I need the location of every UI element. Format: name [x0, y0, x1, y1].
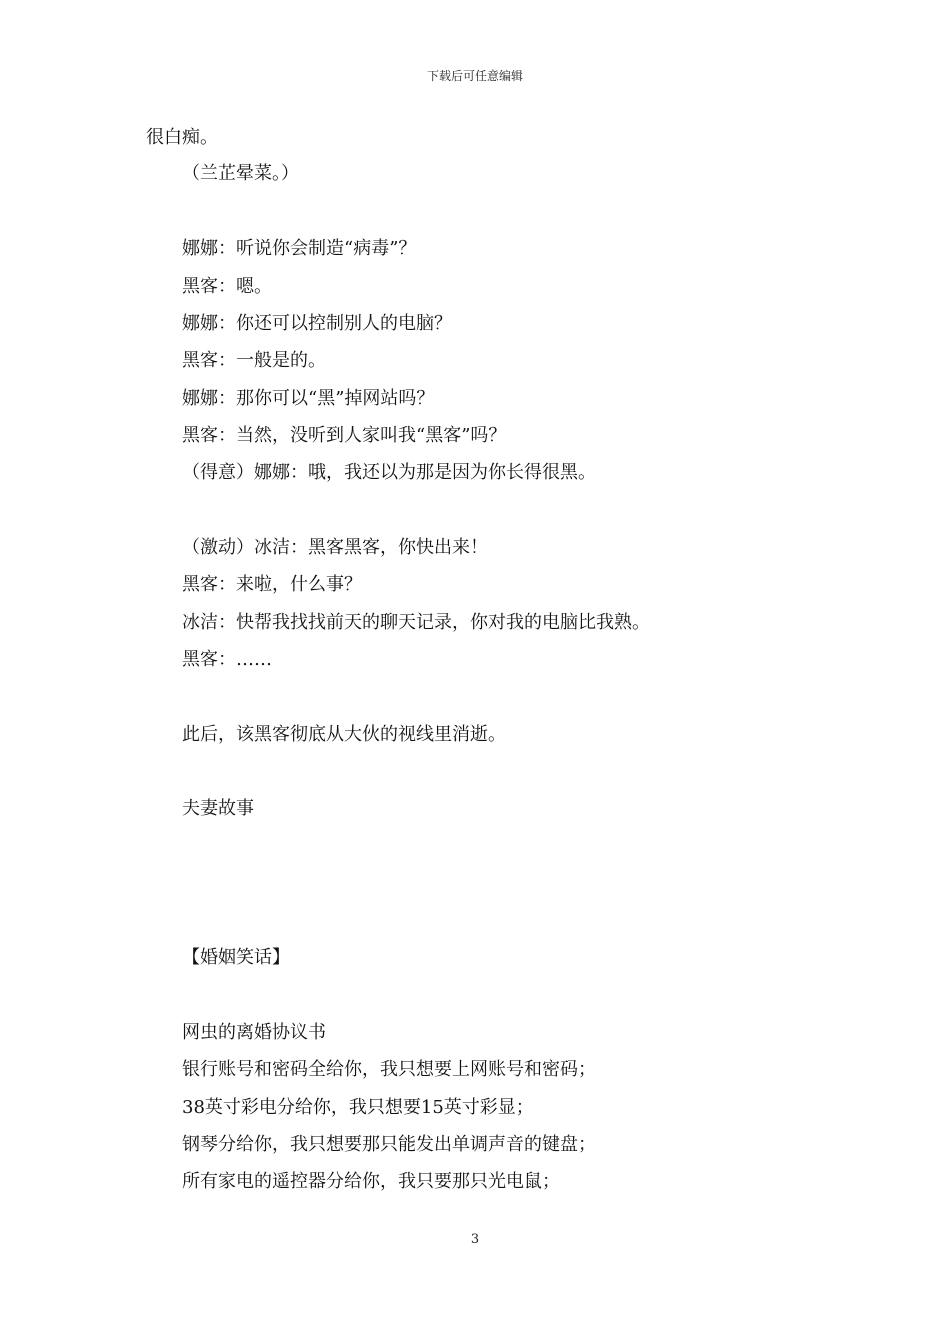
dialogue-line: 娜娜：你还可以控制别人的电脑？	[182, 313, 452, 334]
text-line: 钢琴分给你，我只想要那只能发出单调声音的键盘；	[182, 1134, 596, 1155]
text-line: 此后，该黑客彻底从大伙的视线里消逝。	[182, 724, 506, 745]
dialogue-line: 黑客：来啦，什么事？	[182, 574, 362, 595]
text-line: 所有家电的遥控器分给你，我只要那只光电鼠；	[182, 1171, 560, 1192]
section-heading: 夫妻故事	[182, 798, 254, 819]
dialogue-line: 娜娜：听说你会制造“病毒”？	[182, 238, 417, 259]
dialogue-line: （得意）娜娜：哦，我还以为那是因为你长得很黑。	[182, 462, 596, 483]
dialogue-line: 黑客：当然，没听到人家叫我“黑客”吗？	[182, 425, 507, 446]
dialogue-line: 黑客：……	[182, 649, 272, 670]
dialogue-line: 娜娜：那你可以“黑”掉网站吗？	[182, 388, 435, 409]
text-line: （兰芷晕菜。）	[182, 163, 299, 184]
page-number: 3	[470, 1232, 480, 1247]
dialogue-line: 黑客：嗯。	[182, 276, 272, 297]
text-line: 很白痴。	[146, 127, 218, 148]
subheading: 网虫的离婚协议书	[182, 1022, 326, 1043]
dialogue-line: （激动）冰洁：黑客黑客，你快出来！	[182, 537, 488, 558]
text-line: 银行账号和密码全给你，我只想要上网账号和密码；	[182, 1059, 596, 1080]
text-line: 38英寸彩电分给你，我只想要15英寸彩显；	[182, 1097, 534, 1118]
section-heading: 【婚姻笑话】	[182, 947, 290, 968]
dialogue-line: 冰洁：快帮我找找前天的聊天记录，你对我的电脑比我熟。	[182, 612, 650, 633]
dialogue-line: 黑客：一般是的。	[182, 350, 326, 371]
page-header: 下载后可任意编辑	[426, 69, 523, 83]
